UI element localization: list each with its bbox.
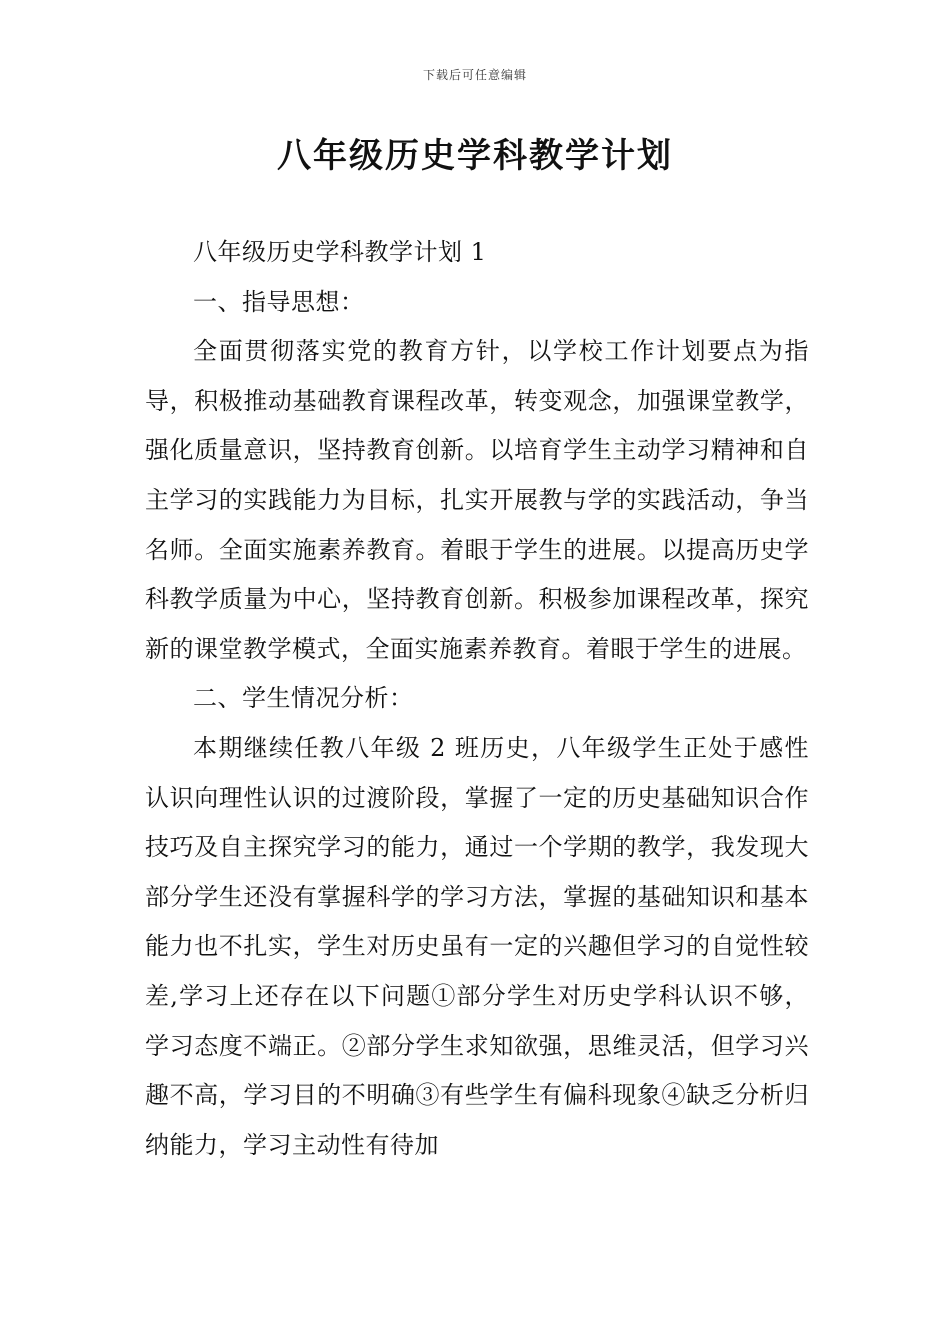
document-title: 八年级历史学科教学计划	[277, 136, 673, 176]
paragraph-student-analysis: 本期继续任教八年级 2 班历史，八年级学生正处于感性认识向理性认识的过渡阶段，掌握了一定的历史基础知识合作技巧及自主探究学习的能力，通过一个学期的教学，我发现大部分学生还没有掌握科学的学习方法，掌握的基础知识和基本能力也不扎实，学生对历史虽有一定的兴趣但学习的自觉性较差,学习上还存在以下问题①部分学生对历史学科认识不够，学习态度不端正。②部分学生求知欲强，思维灵活，但学习兴趣不高，学习目的不明确③有些学生有偏科现象④缺乏分析归纳能力，学习主动性有待加	[145, 733, 809, 1159]
paragraph-guiding-thought: 全面贯彻落实党的教育方针，以学校工作计划要点为指导，积极推动基础教育课程改革，转变观念，加强课堂教学，强化质量意识，坚持教育创新。以培育学生主动学习精神和自主学习的实践能力为目标，扎实开展教与学的实践活动，争当名师。全面实施素养教育。着眼于学生的进展。以提高历史学科教学质量为中心，坚持教育创新。积极参加课程改革，探究新的课堂教学模式，全面实施素养教育。着眼于学生的进展。	[145, 337, 809, 663]
document-body	[145, 228, 809, 1170]
section-heading-plan-1: 八年级历史学科教学计划 1	[193, 238, 487, 266]
section-heading-guiding-thought: 一、指导思想：	[193, 287, 365, 316]
header-note: 下载后可任意编辑	[422, 68, 527, 82]
section-heading-student-analysis: 二、学生情况分析：	[193, 684, 414, 713]
